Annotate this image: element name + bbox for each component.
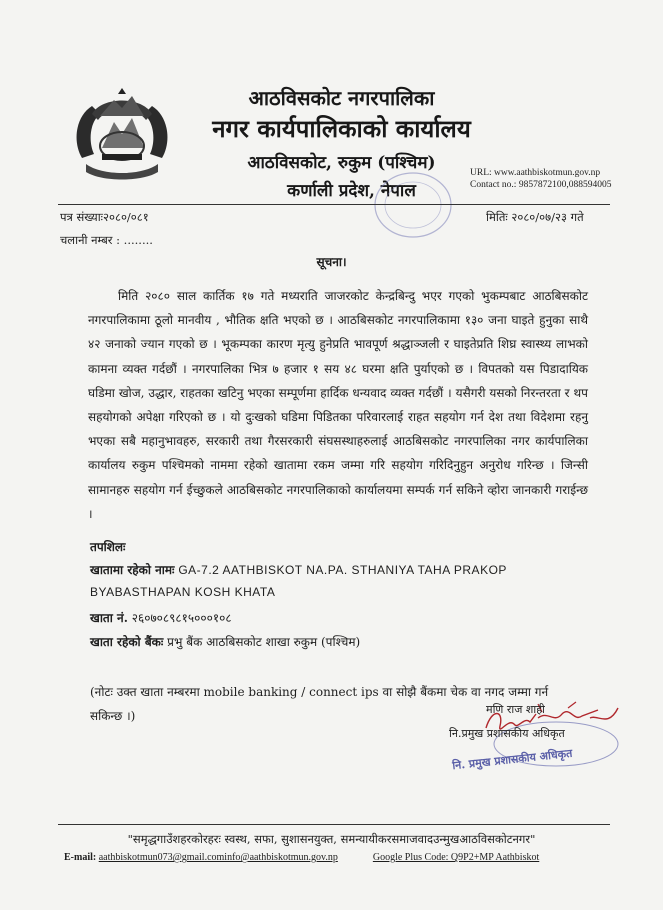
website-url: URL: www.aathbiskotmun.gov.np	[470, 168, 601, 178]
official-stamp: नि. प्रमुख प्रशासकीय अधिकृत	[451, 746, 573, 773]
email-label: E-mail:	[64, 852, 97, 863]
bank-name: प्रभु बैंक आठबिसकोट शाखा रुकुम (पश्चिम)	[167, 635, 361, 649]
header-divider	[58, 204, 610, 205]
letter-number: पत्र संख्याः२०८०/०८१	[60, 210, 149, 224]
notice-body	[88, 284, 588, 526]
notice-title: सूचना।	[316, 255, 347, 269]
bank-label: खाता रहेको बैंकः	[90, 635, 164, 649]
footer-contact	[64, 852, 539, 863]
letter-date: मितिः २०८०/०७/२३ गते	[486, 210, 584, 224]
contact-number: Contact no.: 9857872100,088594005	[470, 180, 612, 190]
account-name-row	[90, 561, 507, 578]
footer-slogan: "समृद्धगाउँशहरकोरहरः स्वस्थ, सफा, सुशासनयुक्त, समन्यायीकरसमाजवादउन्मुखआठविसकोटनगर"	[127, 832, 536, 846]
municipality-name: आठविसकोट नगरपालिका	[248, 86, 435, 110]
province-country: कर्णाली प्रदेश, नेपाल	[287, 181, 416, 201]
account-number: २६०७०८९८१५०००१०८	[131, 611, 232, 625]
footer-divider	[58, 824, 610, 825]
plus-code: Google Plus Code: Q9P2+MP Aathbiskot	[372, 852, 540, 863]
account-name-line1: GA-7.2 AATHBISKOT NA.PA. STHANIYA TAHA PRAKOP	[178, 563, 507, 577]
dispatch-number: चलानी नम्बर : ........	[60, 233, 153, 247]
account-number-label: खाता नं.	[90, 611, 128, 625]
details-heading: तपशिलः	[90, 540, 126, 554]
account-name-line2: BYABASTHAPAN KOSH KHATA	[90, 585, 276, 599]
bank-row	[90, 633, 360, 650]
signatory-title: नि.प्रमुख प्रशासकीय अधिकृत	[449, 727, 565, 740]
note-line1: (नोटः उक्त खाता नम्बरमा mobile banking / connect ips वा सोझै बैंकमा चेक वा नगद जम्मा गर्न	[90, 685, 549, 699]
account-number-row	[90, 609, 232, 626]
email-address[interactable]: aathbiskotmun073@gmail.cominfo@aathbiskotmun.gov.np	[98, 852, 338, 863]
account-name-label: खातामा रहेको नामः	[90, 563, 175, 577]
office-address: आठविसकोट, रुकुम (पश्चिम)	[247, 153, 436, 173]
signatory-name: मणि राज शाही	[486, 703, 545, 716]
round-stamp	[372, 170, 454, 240]
note-line2: सकिन्छ ।)	[90, 709, 136, 723]
notice-body-text: मिति २०८० साल कार्तिक १७ गते मध्यराति जाजरकोट केन्द्रबिन्दु भएर गएको भुकम्पबाट आठबिसकोट नगरपालिकामा ठूलो मानवीय , भौतिक क्षति भएको छ । आठबिसकोट नगरपालिकामा १३० जना घाइते हुनुका साथै ४२ जनाको ज्यान गएको छ । भूकम्पका कारण मृत्यु हुनेप्रति भावपूर्ण श्रद्धाञ्जली र घाइतेप्रति शिघ्र स्वास्थ्य लाभको कामना व्यक्त गर्दछौं । नगरपालिका भित्र ७ हजार १ सय ४८ घरमा क्षति पुर्याएको छ । विपतको यस पिडादायिक घडिमा खोज, उद्धार, राहतका खटिनु भएका सम्पूर्णमा हार्दिक धन्यवाद व्यक्त गर्दछौं । यसैगरी यसको निरन्तरता र थप सहयोगको अपेक्षा गरिएको छ । यो दुःखको घडिमा पिडितका परिवारलाई राहत सहयोग गर्न देश तथा विदेशमा रहनु भएका सबै महानुभावहरु, सरकारी तथा गैरसरकारी संघसस्थाहरुलाई आठबिसकोट नगरपालिका नगर कार्यपालिका कार्यालय रुकुम पश्चिमको नाममा रहेको खातामा रकम जम्मा गरि सहयोग गरिदिनुहुन अनुरोध गरिन्छ । जिन्सी सामानहरु सहयोग गर्न ईच्छुकले आठबिसकोट नगरपालिकाको कार्यालयमा सम्पर्क गर्न सकिने व्होरा जानकारी गराईन्छ ।	[88, 289, 588, 521]
office-name: नगर कार्यपालिकाको कार्यालय	[212, 114, 471, 143]
